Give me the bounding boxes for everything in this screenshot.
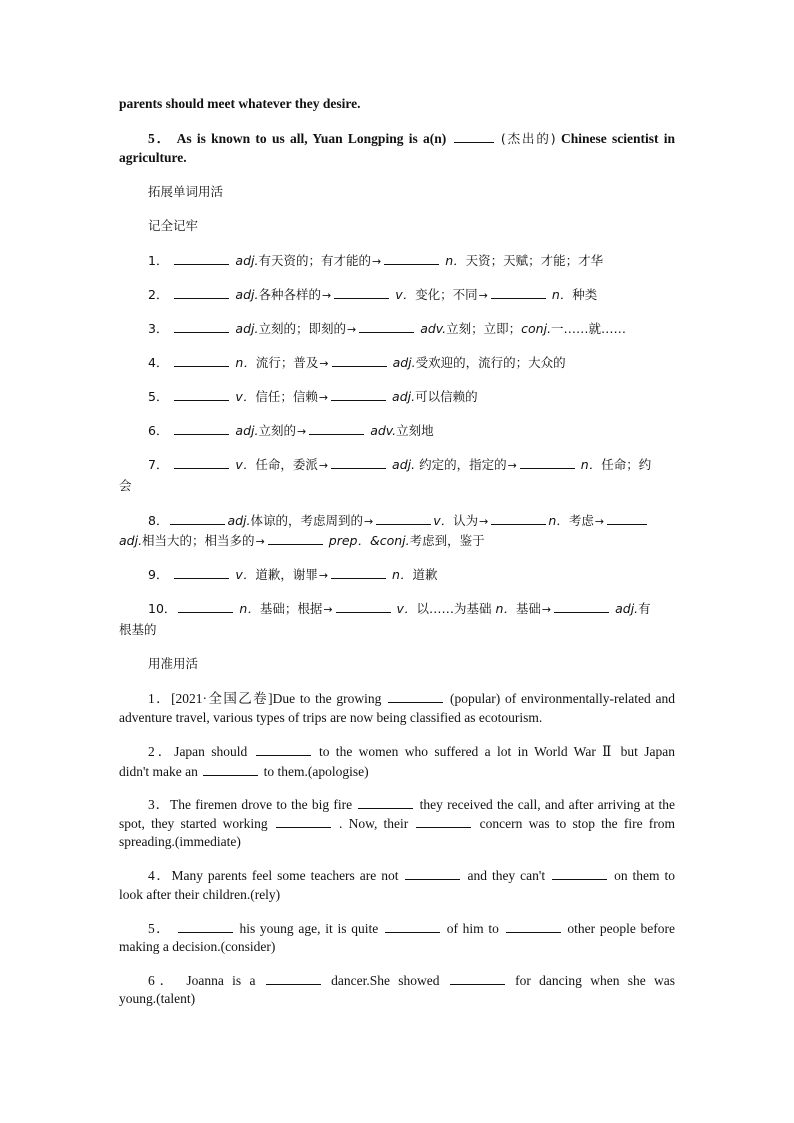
usage-item (148, 741, 675, 762)
part-of-speech: adj. (235, 423, 259, 438)
usage-text: dancer.She showed (331, 973, 440, 988)
part-of-speech: n． (239, 601, 260, 616)
definition: 以……为基础 (416, 601, 492, 616)
usage-item (148, 918, 675, 939)
definition: 考虑 (568, 513, 594, 528)
answer-blank[interactable] (174, 250, 229, 265)
definition: 相当大的；相当多的 (142, 533, 255, 548)
usage-text: of him to (446, 921, 499, 936)
usage-item (148, 688, 675, 709)
answer-blank[interactable] (331, 564, 386, 579)
usage-text: his young age, it is quite (239, 921, 379, 936)
vocab-item (148, 598, 675, 620)
definition: 基础；根据 (259, 601, 323, 616)
usage-item (148, 970, 675, 991)
vocab-item (148, 386, 675, 408)
question-text: As is known to us all, Yuan Longping is a(n) (176, 131, 447, 146)
definition: 任命，委派 (255, 457, 318, 472)
definition: 立刻地 (396, 423, 434, 438)
part-of-speech: adv. (370, 423, 397, 438)
usage-text: other people before (567, 921, 676, 936)
part-of-speech: v． (433, 513, 454, 528)
answer-blank[interactable] (359, 318, 414, 333)
answer-blank[interactable] (170, 510, 225, 525)
definition: 受欢迎的，流行的；大众的 (415, 355, 566, 370)
question-text-tail: Chinese scientist in (560, 131, 676, 146)
item-number: 8． (148, 513, 169, 528)
usage-text: on them to (614, 868, 676, 883)
part-of-speech: adj. (119, 533, 143, 548)
answer-blank[interactable] (450, 970, 505, 985)
answer-blank[interactable] (268, 530, 323, 545)
definition: 变化；不同 (415, 287, 478, 302)
part-of-speech: n． (445, 253, 466, 268)
arrow-icon: → (318, 459, 329, 472)
vocab-item-cont: 会 (119, 478, 132, 493)
answer-blank[interactable] (203, 761, 258, 776)
vocab-item-cont (119, 530, 675, 552)
part-of-speech: adj. (392, 457, 416, 472)
question-5-cont (119, 148, 675, 168)
usage-text: spot, they started working (119, 816, 268, 831)
answer-blank[interactable] (276, 813, 331, 828)
chinese-hint: (杰出的) (500, 131, 556, 146)
definition: 基础 (515, 601, 541, 616)
answer-blank[interactable] (174, 454, 229, 469)
definition: 约定的，指定的 (415, 457, 507, 472)
item-number: 2． (148, 287, 169, 302)
usage-text: 5． (148, 921, 171, 936)
usage-item-cont (119, 761, 675, 782)
part-of-speech: adj. (615, 601, 639, 616)
arrow-icon: → (478, 289, 488, 302)
answer-blank[interactable] (256, 741, 311, 756)
answer-blank[interactable] (174, 420, 229, 435)
prev-question-text: parents should meet whatever they desire. (119, 96, 361, 111)
usage-text: 6． Joanna is a (148, 973, 256, 988)
answer-blank[interactable] (174, 352, 229, 367)
definition: 信任；信赖 (255, 389, 318, 404)
arrow-icon: → (364, 515, 374, 528)
vocab-item (148, 250, 675, 272)
definition: 道歉 (412, 567, 438, 582)
vocab-item (148, 284, 675, 306)
usage-text: didn't make an (119, 764, 198, 779)
part-of-speech: conj. (521, 321, 552, 336)
arrow-icon: → (479, 515, 489, 528)
item-number: 6． (148, 423, 169, 438)
usage-text: for dancing when she was (515, 973, 676, 988)
vocab-item (148, 318, 675, 340)
answer-blank[interactable] (385, 918, 440, 933)
usage-text: 2．Japan should (148, 744, 248, 759)
usage-text: (popular) of environmentally-related and (450, 691, 676, 706)
answer-blank[interactable] (520, 454, 575, 469)
usage-text: concern was to stop the fire from (479, 816, 675, 831)
part-of-speech: n． (235, 355, 256, 370)
usage-text: to them.(apologise) (263, 764, 369, 779)
item-number: 1． (148, 253, 169, 268)
usage-text: 4．Many parents feel some teachers are not (148, 868, 399, 883)
answer-blank[interactable] (491, 284, 546, 299)
part-of-speech: n． (392, 567, 413, 582)
answer-blank[interactable] (376, 510, 431, 525)
answer-blank[interactable] (178, 918, 233, 933)
question-number: 5． (148, 131, 173, 146)
usage-item (148, 865, 675, 886)
arrow-icon: → (507, 459, 517, 472)
arrow-icon: → (323, 603, 333, 616)
part-of-speech: adj. (235, 321, 259, 336)
usage-text: and they can't (467, 868, 546, 883)
answer-blank[interactable] (454, 128, 494, 143)
definition: 任命；约 (601, 457, 652, 472)
answer-blank[interactable] (388, 688, 443, 703)
part-of-speech: adj. (392, 389, 416, 404)
answer-blank[interactable] (506, 918, 561, 933)
answer-blank[interactable] (174, 564, 229, 579)
item-number: 5． (148, 389, 169, 404)
part-of-speech: prep．&conj. (328, 533, 410, 548)
definition: 可以信赖的 (415, 389, 478, 404)
definition: 流行；普及 (255, 355, 319, 370)
arrow-icon: → (346, 323, 357, 336)
part-of-speech: adj. (392, 355, 416, 370)
section-title: 拓展单词用活 (148, 184, 224, 199)
answer-blank[interactable] (174, 318, 229, 333)
question-text-cont: agriculture. (119, 150, 187, 165)
answer-blank[interactable] (331, 454, 386, 469)
answer-blank[interactable] (416, 813, 471, 828)
usage-text: . Now, their (339, 816, 409, 831)
answer-blank[interactable] (332, 352, 387, 367)
arrow-icon: → (296, 425, 307, 438)
usage-item-cont: making a decision.(consider) (119, 939, 276, 954)
part-of-speech: v． (235, 567, 256, 582)
usage-text: they received the call, and after arriving at the (419, 797, 676, 812)
definition: 立刻的；即刻的 (258, 321, 346, 336)
usage-item-cont: young.(talent) (119, 991, 196, 1006)
answer-blank[interactable] (334, 284, 389, 299)
usage-section-title: 用准用活 (148, 656, 199, 671)
vocab-item (148, 352, 675, 374)
vocab-item (148, 564, 675, 586)
definition: 认为 (453, 513, 479, 528)
item-number: 7． (148, 457, 169, 472)
part-of-speech: n． (495, 601, 516, 616)
answer-blank[interactable] (336, 598, 391, 613)
part-of-speech: v． (395, 287, 416, 302)
usage-item-cont (119, 813, 675, 834)
part-of-speech: v． (235, 389, 256, 404)
vocab-item (148, 420, 675, 442)
answer-blank[interactable] (174, 386, 229, 401)
arrow-icon: → (541, 603, 552, 616)
arrow-icon: → (318, 569, 329, 582)
usage-text: 1．[2021·全国乙卷]Due to the growing (148, 691, 382, 706)
usage-text: 3．The firemen drove to the big fire (148, 797, 353, 812)
definition: 各种各样的 (258, 287, 321, 302)
definition: 立刻的 (258, 423, 296, 438)
part-of-speech: v． (235, 457, 256, 472)
answer-blank[interactable] (607, 510, 647, 525)
vocab-item (148, 454, 675, 476)
arrow-icon: → (371, 255, 382, 268)
answer-blank[interactable] (266, 970, 321, 985)
part-of-speech: v． (396, 601, 417, 616)
vocab-item (148, 510, 675, 532)
answer-blank[interactable] (552, 865, 607, 880)
definition: 有 (638, 601, 651, 616)
definition: 有天资的；有才能的 (258, 253, 371, 268)
definition: 立刻；立即； (446, 321, 522, 336)
arrow-icon: → (319, 357, 329, 370)
arrow-icon: → (594, 515, 605, 528)
answer-blank[interactable] (309, 420, 364, 435)
item-number: 9． (148, 567, 169, 582)
answer-blank[interactable] (174, 284, 229, 299)
part-of-speech: n． (548, 513, 569, 528)
answer-blank[interactable] (405, 865, 460, 880)
usage-item-cont: look after their children.(rely) (119, 887, 281, 902)
definition: 种类 (572, 287, 598, 302)
arrow-icon: → (318, 391, 329, 404)
part-of-speech: adj. (235, 287, 259, 302)
vocab-item-cont: 根基的 (119, 622, 157, 637)
part-of-speech: adj. (227, 513, 251, 528)
answer-blank[interactable] (491, 510, 546, 525)
item-number: 3． (148, 321, 169, 336)
section-subtitle: 记全记牢 (148, 218, 199, 233)
answer-blank[interactable] (554, 598, 609, 613)
definition: 考虑到，鉴于 (409, 533, 485, 548)
answer-blank[interactable] (178, 598, 233, 613)
usage-text: to the women who suffered a lot in World War Ⅱ but Japan (318, 744, 675, 759)
answer-blank[interactable] (384, 250, 439, 265)
answer-blank[interactable] (331, 386, 386, 401)
definition: 体谅的，考虑周到的 (250, 513, 364, 528)
usage-item (148, 794, 675, 815)
definition: 一……就…… (551, 321, 627, 336)
answer-blank[interactable] (358, 794, 413, 809)
part-of-speech: n． (551, 287, 573, 302)
prev-question-tail (119, 94, 675, 114)
part-of-speech: n． (580, 457, 602, 472)
usage-item-cont: spreading.(immediate) (119, 834, 241, 849)
definition: 天资；天赋；才能；才华 (465, 253, 604, 268)
item-number: 4． (148, 355, 169, 370)
arrow-icon: → (321, 289, 332, 302)
usage-item-cont: adventure travel, various types of trips are now being classified as ecotourism. (119, 710, 543, 725)
arrow-icon: → (255, 535, 265, 548)
question-5 (148, 128, 675, 149)
part-of-speech: adv. (420, 321, 447, 336)
item-number: 10． (148, 601, 177, 616)
part-of-speech: adj. (235, 253, 259, 268)
definition: 道歉，谢罪 (255, 567, 318, 582)
